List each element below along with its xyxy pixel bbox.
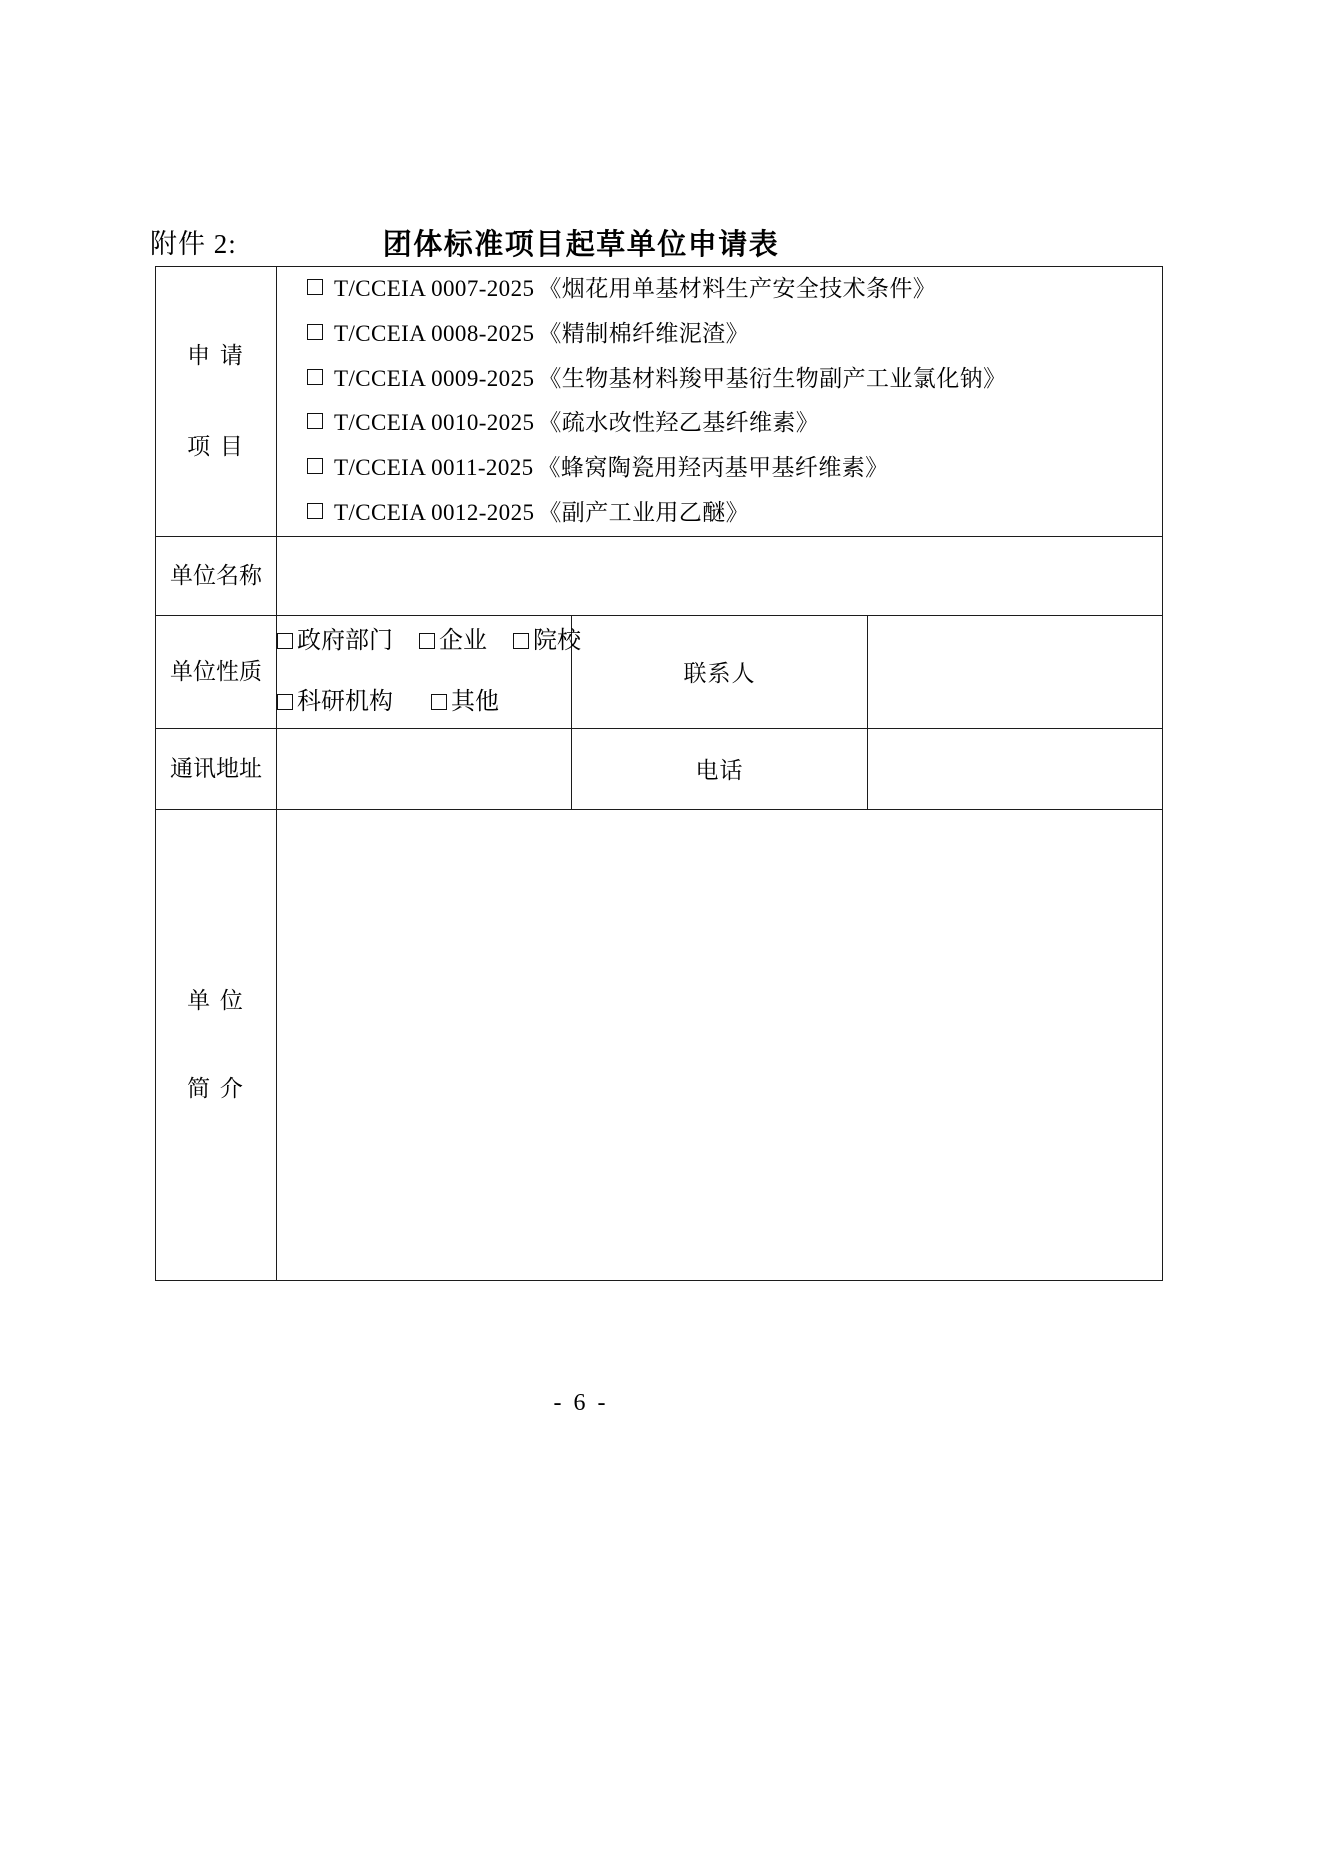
project-checkbox-list xyxy=(277,267,1162,536)
unit-nature-options-line-1 xyxy=(277,627,581,656)
unchecked-checkbox-icon[interactable] xyxy=(307,369,323,385)
nature-option-label: 其他 xyxy=(451,688,499,715)
unchecked-checkbox-icon[interactable] xyxy=(431,694,447,710)
unchecked-checkbox-icon[interactable] xyxy=(277,694,293,710)
unit-brief-textarea[interactable] xyxy=(277,809,1163,1280)
unchecked-checkbox-icon[interactable] xyxy=(307,279,323,295)
row-label-unit-brief xyxy=(156,809,277,1280)
nature-option-enterprise[interactable] xyxy=(419,627,487,656)
project-name: 《精制棉纤维泥渣》 xyxy=(538,320,749,346)
project-name: 《疏水改性羟乙基纤维素》 xyxy=(538,410,820,436)
phone-input[interactable] xyxy=(867,728,1162,809)
project-code: T/CCEIA 0009-2025 xyxy=(334,365,535,391)
nature-option-label: 科研机构 xyxy=(297,688,393,715)
row-label-line-2: 项 目 xyxy=(187,434,245,460)
document-header xyxy=(150,208,1180,260)
nature-option-government[interactable] xyxy=(277,627,393,656)
table-row-unit-name xyxy=(156,536,1163,615)
project-code: T/CCEIA 0007-2025 xyxy=(334,276,535,301)
row-label-address: 通讯地址 xyxy=(156,728,277,809)
application-form-table xyxy=(155,266,1163,1281)
unchecked-checkbox-icon[interactable] xyxy=(307,458,323,474)
table-row-application-project xyxy=(156,267,1163,537)
nature-option-other[interactable] xyxy=(431,688,499,717)
project-code: T/CCEIA 0010-2025 xyxy=(334,410,535,436)
nature-option-research-institute[interactable] xyxy=(277,688,393,717)
project-name: 《蜂窝陶瓷用羟丙基甲基纤维素》 xyxy=(537,455,889,480)
table-row-address xyxy=(156,728,1163,809)
contact-person-input[interactable] xyxy=(867,615,1162,728)
row-label-line-1: 单 位 xyxy=(187,987,245,1013)
row-label-line-2: 简 介 xyxy=(187,1075,245,1101)
project-code: T/CCEIA 0011-2025 xyxy=(334,455,534,480)
row-label-unit-nature: 单位性质 xyxy=(156,615,277,728)
unchecked-checkbox-icon[interactable] xyxy=(307,503,323,519)
unchecked-checkbox-icon[interactable] xyxy=(513,633,529,649)
list-item[interactable] xyxy=(307,491,1152,536)
row-label-line-1: 申 请 xyxy=(187,342,245,368)
list-item[interactable] xyxy=(307,446,1152,491)
unchecked-checkbox-icon[interactable] xyxy=(419,633,435,649)
project-options-cell xyxy=(277,267,1163,537)
nature-option-school[interactable] xyxy=(513,627,581,656)
page-footer xyxy=(0,1390,1322,1417)
nature-option-label: 企业 xyxy=(439,627,487,654)
unchecked-checkbox-icon[interactable] xyxy=(277,633,293,649)
table-row-unit-nature xyxy=(156,615,1163,728)
list-item[interactable] xyxy=(307,267,1152,312)
page-title: 团体标准项目起草单位申请表 xyxy=(382,229,780,261)
project-name: 《副产工业用乙醚》 xyxy=(538,499,749,525)
project-name: 《生物基材料羧甲基衍生物副产工业氯化钠》 xyxy=(538,365,1007,391)
unchecked-checkbox-icon[interactable] xyxy=(307,324,323,340)
list-item[interactable] xyxy=(307,357,1152,402)
project-code: T/CCEIA 0012-2025 xyxy=(334,499,535,525)
nature-option-label: 政府部门 xyxy=(297,627,393,654)
unit-name-input[interactable] xyxy=(277,536,1163,615)
row-label-unit-name: 单位名称 xyxy=(156,536,277,615)
page-number: - 6 - xyxy=(553,1390,609,1416)
attachment-label: 附件 2: xyxy=(150,229,237,259)
unchecked-checkbox-icon[interactable] xyxy=(307,413,323,429)
row-label-phone: 电话 xyxy=(572,728,867,809)
row-label-contact-person: 联系人 xyxy=(572,615,867,728)
project-code: T/CCEIA 0008-2025 xyxy=(334,320,535,346)
row-label-application-project xyxy=(156,267,277,537)
project-name: 《烟花用单基材料生产安全技术条件》 xyxy=(538,276,937,301)
unit-nature-options-cell xyxy=(277,615,581,728)
table-row-unit-brief xyxy=(156,809,1163,1280)
nature-option-label: 院校 xyxy=(533,627,581,654)
list-item[interactable] xyxy=(307,312,1152,357)
unit-nature-options-line-2 xyxy=(277,688,571,717)
list-item[interactable] xyxy=(307,401,1152,446)
address-input[interactable] xyxy=(277,728,572,809)
